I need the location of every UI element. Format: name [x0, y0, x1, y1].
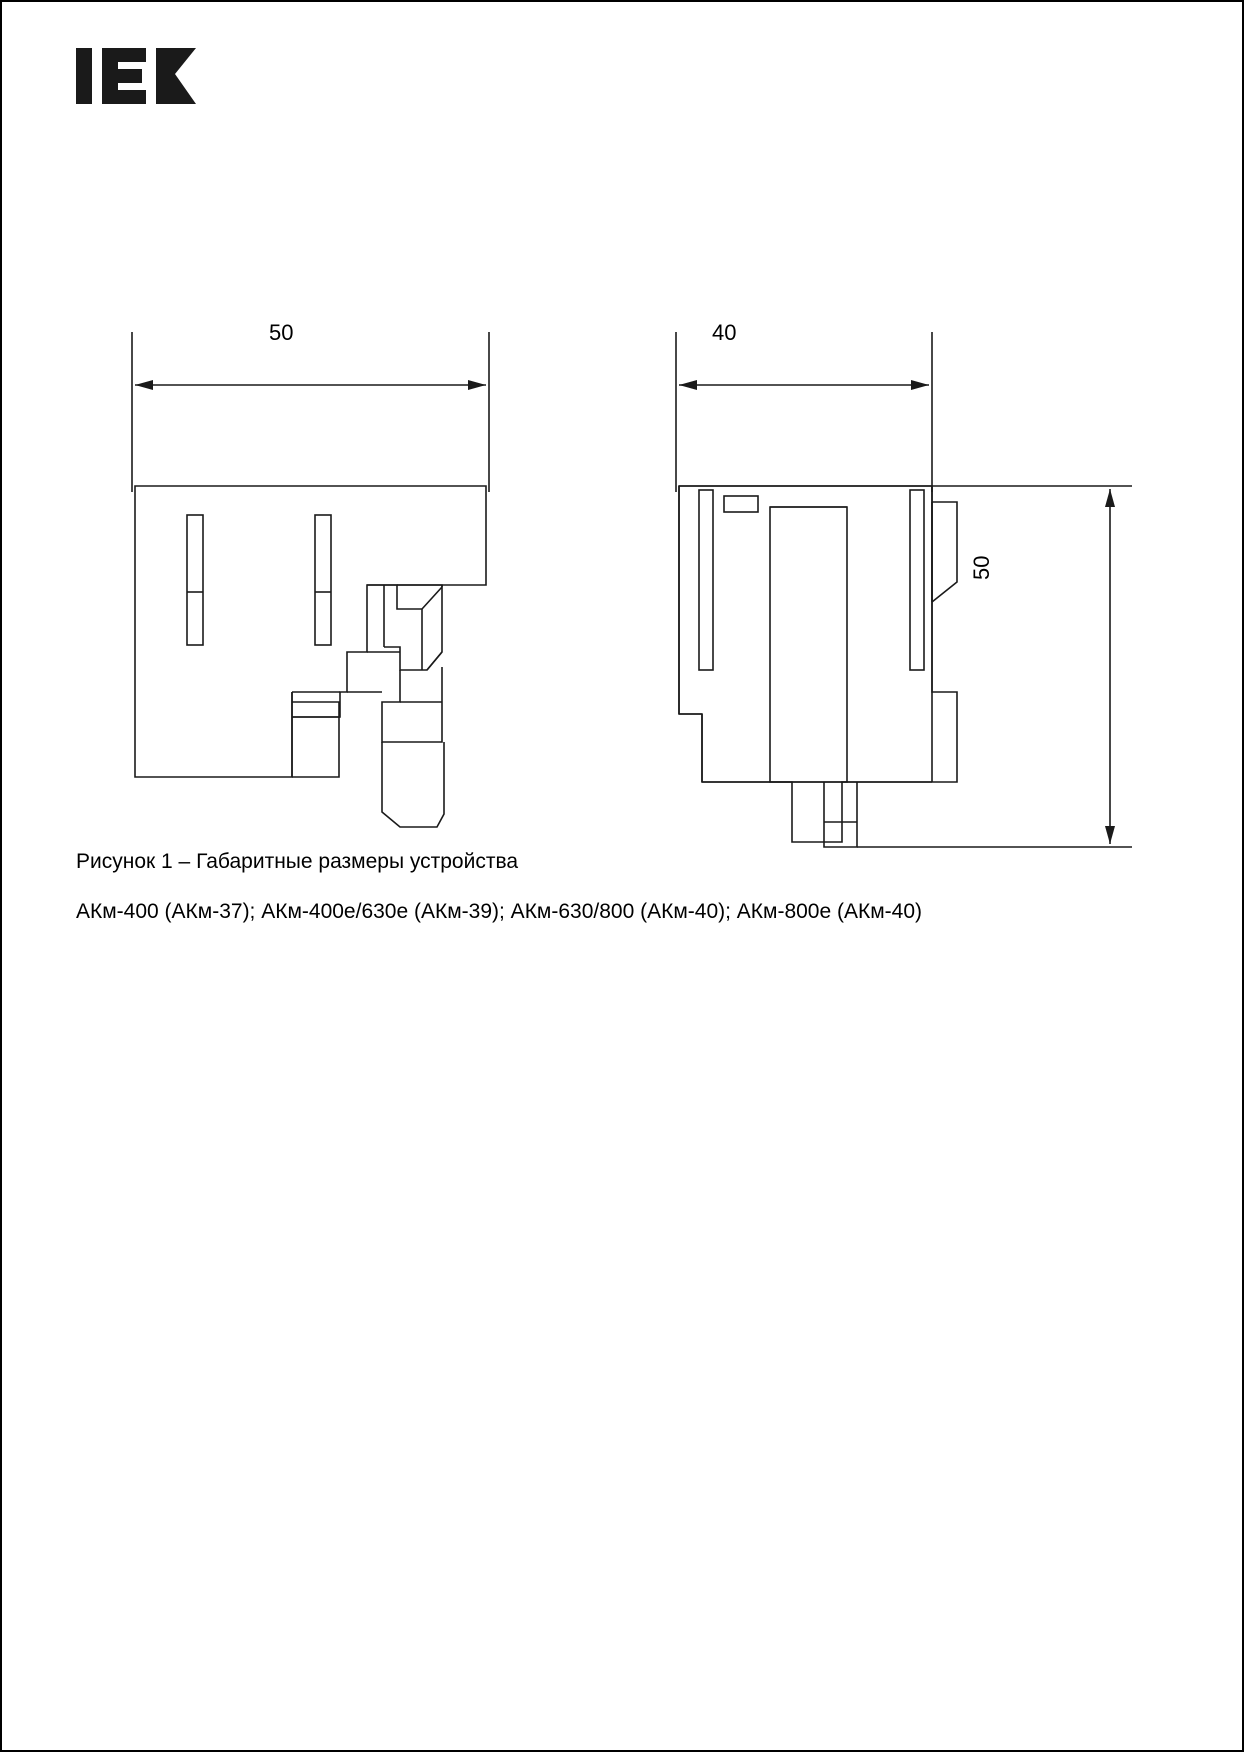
figure-caption-block — [76, 847, 1076, 927]
figure-models: АКм-400 (АКм-37); АКм-400е/630е (АКм-39); АКм-630/800 (АКм-40); АКм-800е (АКм-40) — [76, 900, 923, 923]
dimension-label-side-width: 40 — [712, 320, 737, 345]
dimension-label-front-width: 50 — [269, 320, 294, 345]
iek-logo — [76, 40, 196, 112]
dimension-label-height: 50 — [969, 555, 994, 580]
figure-caption: Рисунок 1 – Габаритные размеры устройства — [76, 850, 519, 873]
